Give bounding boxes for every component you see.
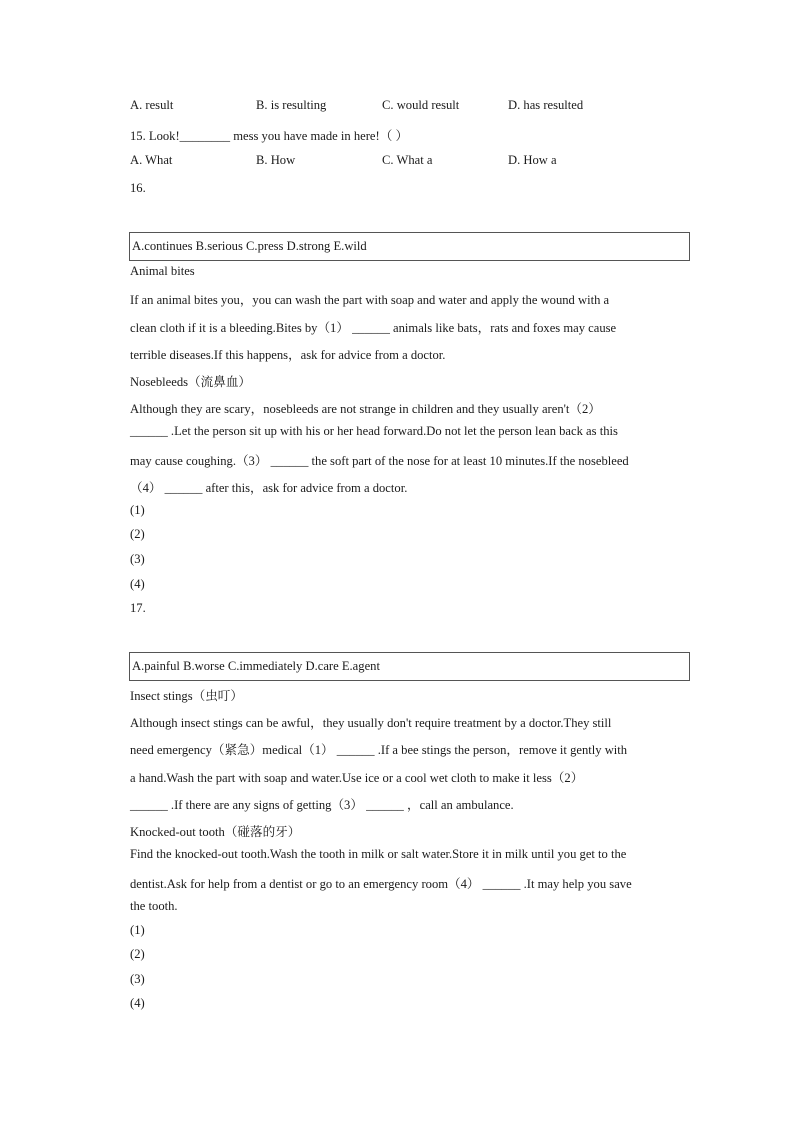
q17-answer-2: (2) xyxy=(130,947,145,961)
q17-word-bank: A.painful B.worse C.immediately D.care E.agent xyxy=(129,652,690,681)
q17-heading-knocked-out-tooth: Knocked-out tooth（碰落的牙） xyxy=(130,825,301,839)
q16-passage-line: clean cloth if it is a bleeding.Bites by（1） ______ animals like bats，rats and foxes may cause xyxy=(130,321,617,335)
q16-answer-2: (2) xyxy=(130,527,145,541)
q16-answer-1: (1) xyxy=(130,503,145,517)
q16-passage-line: If an animal bites you，you can wash the part with soap and water and apply the wound with a xyxy=(130,293,610,307)
q17-passage-line: the tooth. xyxy=(130,899,178,913)
q17-passage-line: need emergency（紧急）medical（1） ______ .If a bee stings the person，remove it gently with xyxy=(130,743,628,757)
q16-passage-line: Although they are scary，nosebleeds are not strange in children and they usually aren't（2） xyxy=(130,402,601,416)
q14-option-a: A. result xyxy=(130,98,174,112)
q17-passage-line: Find the knocked-out tooth.Wash the tooth in milk or salt water.Store it in milk until you get to the xyxy=(130,847,627,861)
q16-heading-nosebleeds: Nosebleeds（流鼻血） xyxy=(130,375,252,389)
q17-passage-line: Although insect stings can be awful，they usually don't require treatment by a doctor.They still xyxy=(130,716,612,730)
q15-option-b: B. How xyxy=(256,153,296,167)
q16-passage-line: may cause coughing.（3） ______ the soft part of the nose for at least 10 minutes.If the nosebleed xyxy=(130,454,629,468)
q17-heading-insect-stings: Insect stings（虫叮） xyxy=(130,689,243,703)
q17-answer-3: (3) xyxy=(130,972,145,986)
q17-answer-4: (4) xyxy=(130,996,145,1010)
q15-stem: 15. Look!________ mess you have made in here!（ ） xyxy=(130,129,409,143)
q16-number: 16. xyxy=(130,181,146,195)
q16-passage-line: terrible diseases.If this happens，ask for advice from a doctor. xyxy=(130,348,446,362)
q14-option-c: C. would result xyxy=(382,98,460,112)
q14-option-d: D. has resulted xyxy=(508,98,584,112)
q16-answer-3: (3) xyxy=(130,552,145,566)
q17-passage-line: dentist.Ask for help from a dentist or go to an emergency room（4） ______ .It may help you save xyxy=(130,877,632,891)
q15-option-c: C. What a xyxy=(382,153,433,167)
q17-number: 17. xyxy=(130,601,146,615)
q15-option-d: D. How a xyxy=(508,153,557,167)
q17-passage-line: a hand.Wash the part with soap and water.Use ice or a cool wet cloth to make it less（2） xyxy=(130,771,584,785)
q16-passage-line: ______ .Let the person sit up with his or her head forward.Do not let the person lean back as this xyxy=(130,424,618,438)
q16-heading-animal-bites: Animal bites xyxy=(130,264,195,278)
q17-answer-1: (1) xyxy=(130,923,145,937)
q16-passage-line: （4） ______ after this，ask for advice from a doctor. xyxy=(130,481,408,495)
q14-option-b: B. is resulting xyxy=(256,98,327,112)
q17-passage-line: ______ .If there are any signs of getting（3） ______ ，call an ambulance. xyxy=(130,798,514,812)
q15-option-a: A. What xyxy=(130,153,173,167)
q16-word-bank: A.continues B.serious C.press D.strong E.wild xyxy=(129,232,690,261)
q16-answer-4: (4) xyxy=(130,577,145,591)
